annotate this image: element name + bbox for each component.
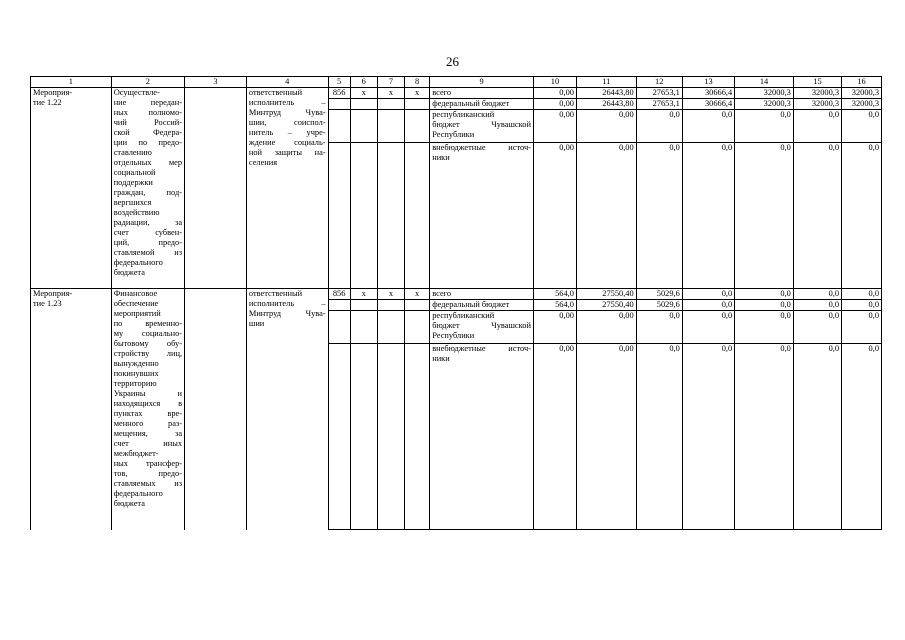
code-cell: 856	[328, 88, 350, 99]
event-line: Мероприя-	[33, 289, 73, 298]
table-row	[31, 289, 882, 300]
x-cell: х	[350, 88, 377, 99]
value-cell: 32000,3	[793, 99, 841, 110]
value-cell: 0,00	[533, 99, 576, 110]
source-cell: всего	[430, 289, 534, 300]
description-line: ставляемой из	[113, 248, 183, 257]
column-header-cell: 16	[842, 77, 882, 88]
executor-line: нитель – учре-	[248, 128, 326, 137]
value-cell: 32000,3	[793, 88, 841, 99]
description-line: тов, предо-	[113, 469, 183, 478]
value-cell: 0,0	[793, 143, 841, 289]
value-cell: 0,0	[636, 143, 682, 289]
table-row	[31, 88, 882, 99]
description-line: ции по предо-	[113, 138, 183, 147]
value-cell: 0,0	[735, 300, 794, 311]
description-line: счет субвен-	[113, 228, 183, 237]
value-cell: 32000,3	[842, 88, 882, 99]
event-line: тие 1.23	[33, 299, 62, 308]
source-cell	[430, 143, 534, 289]
value-cell: 0,00	[533, 88, 576, 99]
description-line: пунктах вре-	[113, 409, 183, 418]
description-line: межбюджет-	[113, 449, 159, 458]
description-line: менного раз-	[113, 419, 183, 428]
description-line: радиации, за	[113, 218, 183, 227]
description-line: граждан, под-	[113, 188, 183, 197]
description-line: воздействию	[113, 208, 160, 217]
source-cell	[430, 311, 534, 344]
x-cell: х	[350, 289, 377, 300]
empty-cell	[377, 143, 404, 289]
value-cell: 30666,4	[682, 88, 734, 99]
description-line: по временно-	[113, 319, 183, 328]
value-cell: 0,00	[533, 110, 576, 143]
value-cell: 0,00	[533, 143, 576, 289]
code-cell: 856	[328, 289, 350, 300]
x-cell: х	[405, 289, 430, 300]
empty-cell	[328, 344, 350, 530]
value-cell: 0,0	[793, 110, 841, 143]
description-line: бюджета	[113, 499, 145, 508]
empty-cell	[350, 143, 377, 289]
empty-cell	[350, 344, 377, 530]
empty-cell	[350, 311, 377, 344]
empty-cell	[405, 99, 430, 110]
description-line: вынужденно	[113, 359, 159, 368]
event-cell	[31, 289, 112, 530]
description-line: бюджета	[113, 268, 145, 277]
value-cell: 0,00	[533, 311, 576, 344]
description-line: чий Россий-	[113, 118, 183, 127]
source-cell	[430, 344, 534, 530]
description-line: мещения, за	[113, 429, 183, 438]
x-cell: х	[377, 88, 404, 99]
value-cell: 0,0	[842, 289, 882, 300]
value-cell: 0,0	[682, 300, 734, 311]
x-cell: х	[377, 289, 404, 300]
event-cell	[31, 88, 112, 289]
empty-cell	[328, 110, 350, 143]
description-line: ных трансфер-	[113, 459, 183, 468]
value-cell: 26443,80	[576, 88, 636, 99]
event-line: Мероприя-	[33, 88, 73, 97]
value-cell: 0,0	[842, 344, 882, 530]
column-header-cell: 2	[111, 77, 184, 88]
empty-cell	[377, 110, 404, 143]
budget-table	[30, 76, 882, 530]
column-header-cell: 4	[246, 77, 328, 88]
value-cell: 0,0	[735, 311, 794, 344]
value-cell: 30666,4	[682, 99, 734, 110]
empty-cell	[350, 300, 377, 311]
description-line: ций, предо-	[113, 238, 183, 247]
value-cell: 32000,3	[842, 99, 882, 110]
description-line: ставляемых из	[113, 479, 183, 488]
value-cell: 32000,3	[735, 88, 794, 99]
value-cell: 564,0	[533, 300, 576, 311]
value-cell: 0,0	[682, 311, 734, 344]
executor-line: ной защиты на-	[248, 148, 326, 157]
empty-cell	[405, 110, 430, 143]
empty-cell	[377, 300, 404, 311]
executor-line: селения	[248, 158, 278, 167]
page-number: 26	[446, 54, 459, 69]
value-cell: 0,0	[793, 300, 841, 311]
description-line: ние передан-	[113, 98, 183, 107]
description-line: территорию	[113, 379, 157, 388]
executor-cell	[246, 289, 328, 530]
executor-line: исполнитель –	[248, 299, 326, 308]
value-cell: 0,0	[735, 289, 794, 300]
column-header-cell: 7	[377, 77, 404, 88]
empty-cell	[185, 289, 247, 530]
column-header-row	[31, 77, 882, 88]
empty-cell	[405, 143, 430, 289]
column-header-cell: 11	[576, 77, 636, 88]
empty-cell	[328, 300, 350, 311]
source-cell: всего	[430, 88, 534, 99]
value-cell: 0,0	[842, 110, 882, 143]
value-cell: 27653,1	[636, 88, 682, 99]
executor-line: ответственный	[248, 88, 303, 97]
value-cell: 0,0	[735, 143, 794, 289]
description-line: федерального	[113, 489, 163, 498]
description-line: Украины и	[113, 389, 183, 398]
value-cell: 0,0	[842, 311, 882, 344]
description-line: поддержки	[113, 178, 153, 187]
value-cell: 5029,6	[636, 300, 682, 311]
description-line: отдельных мер	[113, 158, 183, 167]
source-cell: федеральный бюджет	[430, 99, 534, 110]
column-header-cell: 8	[405, 77, 430, 88]
description-line: федерального	[113, 258, 163, 267]
value-cell: 0,0	[735, 110, 794, 143]
empty-cell	[405, 344, 430, 530]
executor-cell	[246, 88, 328, 289]
description-line: обеспечение	[113, 299, 159, 308]
column-header-cell: 12	[636, 77, 682, 88]
value-cell: 0,0	[793, 311, 841, 344]
empty-cell	[350, 110, 377, 143]
description-line: ных полномо-	[113, 108, 183, 117]
executor-line: исполнитель –	[248, 98, 326, 107]
empty-cell	[405, 300, 430, 311]
executor-line: ответственный	[248, 289, 303, 298]
empty-cell	[185, 88, 247, 289]
value-cell: 0,00	[576, 143, 636, 289]
source-line: бюджет Чувашской	[432, 321, 531, 330]
value-cell: 0,0	[793, 289, 841, 300]
empty-cell	[405, 311, 430, 344]
executor-line: ждение социаль-	[248, 138, 326, 147]
description-cell	[111, 289, 184, 530]
column-header-cell: 5	[328, 77, 350, 88]
description-line: находящихся в	[113, 399, 183, 408]
column-header-cell: 14	[735, 77, 794, 88]
value-cell: 0,0	[682, 143, 734, 289]
description-line: бытовому обу-	[113, 339, 183, 348]
x-cell: х	[405, 88, 430, 99]
description-line: му социально-	[113, 329, 183, 338]
description-cell	[111, 88, 184, 289]
value-cell: 0,0	[636, 311, 682, 344]
empty-cell	[328, 311, 350, 344]
source-line: внебюджетные источ-	[432, 344, 531, 353]
value-cell: 0,00	[576, 311, 636, 344]
value-cell: 27550,40	[576, 300, 636, 311]
value-cell: 32000,3	[735, 99, 794, 110]
source-line: Республики	[432, 130, 475, 139]
description-line: покинувших	[113, 369, 159, 378]
empty-cell	[377, 311, 404, 344]
value-cell: 26443,80	[576, 99, 636, 110]
source-line: бюджет Чувашской	[432, 120, 531, 129]
empty-cell	[377, 344, 404, 530]
source-line: республиканский	[432, 110, 495, 119]
description-line: ставлению	[113, 148, 152, 157]
column-header-cell: 9	[430, 77, 534, 88]
description-line: социальной	[113, 168, 156, 177]
value-cell: 564,0	[533, 289, 576, 300]
empty-cell	[328, 99, 350, 110]
empty-cell	[350, 99, 377, 110]
value-cell: 0,0	[682, 289, 734, 300]
column-header-cell: 6	[350, 77, 377, 88]
source-line: республиканский	[432, 311, 495, 320]
value-cell: 0,00	[576, 344, 636, 530]
value-cell: 0,0	[842, 300, 882, 311]
value-cell: 0,0	[636, 110, 682, 143]
description-line: мероприятий	[113, 309, 161, 318]
value-cell: 0,0	[682, 344, 734, 530]
value-cell: 0,00	[576, 110, 636, 143]
description-line: Осуществле-	[113, 88, 160, 97]
source-cell	[430, 110, 534, 143]
column-header-cell: 3	[185, 77, 247, 88]
event-line: тие 1.22	[33, 98, 62, 107]
description-line: вергшихся	[113, 198, 152, 207]
executor-line: Минтруд Чува-	[248, 108, 326, 117]
value-cell: 0,0	[735, 344, 794, 530]
source-line: ники	[432, 354, 450, 363]
value-cell: 0,0	[793, 344, 841, 530]
source-line: Республики	[432, 331, 475, 340]
empty-cell	[377, 99, 404, 110]
value-cell: 5029,6	[636, 289, 682, 300]
source-cell: федеральный бюджет	[430, 300, 534, 311]
executor-line: шии, соиспол-	[248, 118, 326, 127]
column-header-cell: 1	[31, 77, 112, 88]
source-line: ники	[432, 153, 450, 162]
column-header-cell: 15	[793, 77, 841, 88]
value-cell: 0,0	[842, 143, 882, 289]
value-cell: 0,0	[682, 110, 734, 143]
source-line: внебюджетные источ-	[432, 143, 531, 152]
description-line: стройству лиц,	[113, 349, 183, 358]
description-line: ской Федера-	[113, 128, 183, 137]
executor-line: Минтруд Чува-	[248, 309, 326, 318]
column-header-cell: 10	[533, 77, 576, 88]
value-cell: 0,00	[533, 344, 576, 530]
column-header-cell: 13	[682, 77, 734, 88]
description-line: счет иных	[113, 439, 183, 448]
empty-cell	[328, 143, 350, 289]
value-cell: 27550,40	[576, 289, 636, 300]
value-cell: 0,0	[636, 344, 682, 530]
description-line: Финансовое	[113, 289, 158, 298]
executor-line: шии	[248, 319, 265, 328]
value-cell: 27653,1	[636, 99, 682, 110]
